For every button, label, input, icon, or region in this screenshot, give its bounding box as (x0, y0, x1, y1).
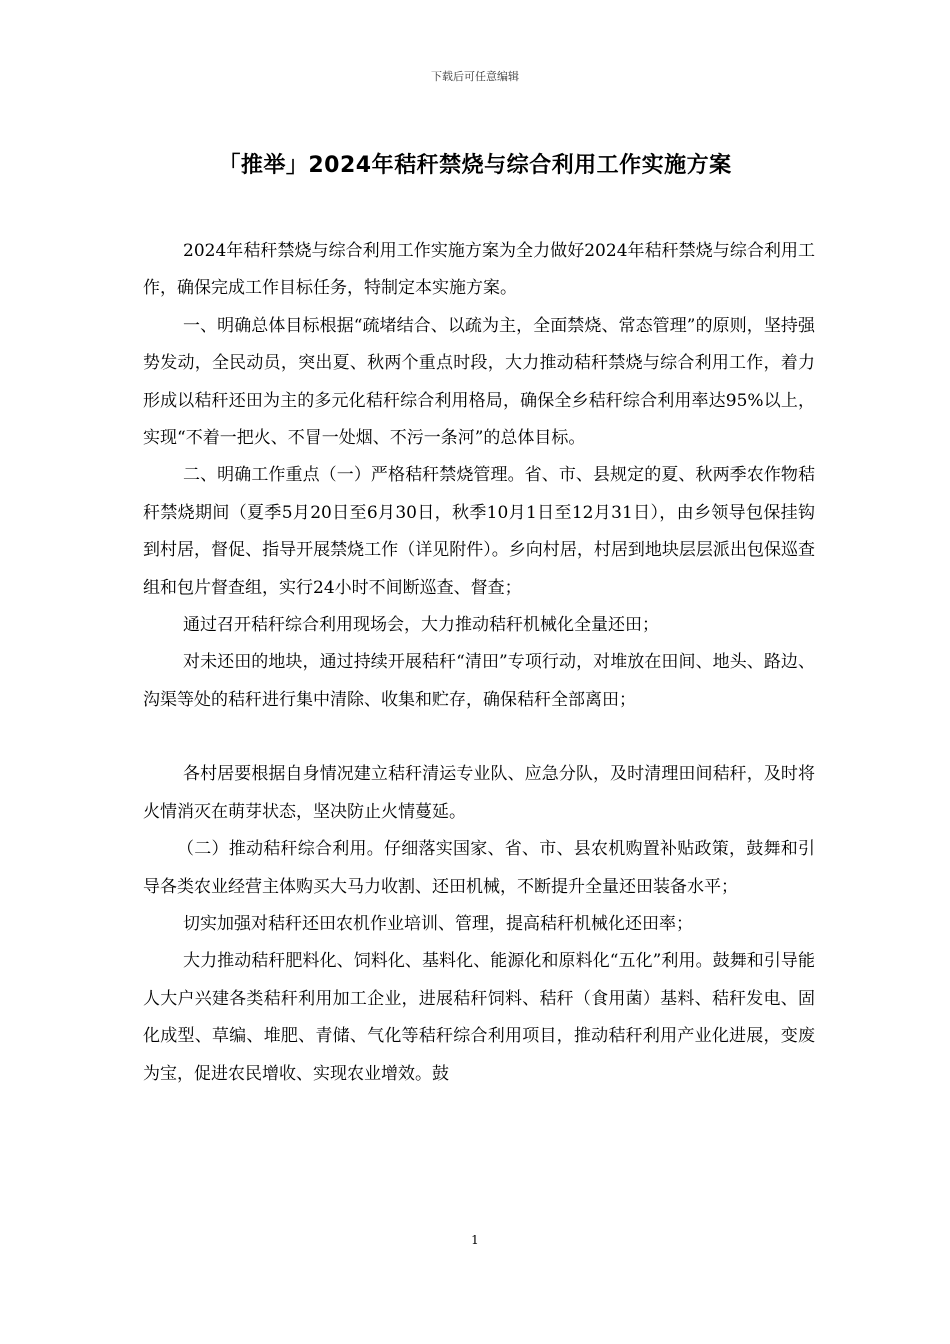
paragraph-response-teams: 各村居要根据自身情况建立秸秆清运专业队、应急分队，及时清理田间秸秆，及时将火情消灭在萌芽状态，坚决防止火情蔓延。 (143, 764, 815, 822)
header-note: 下载后可任意编辑 (431, 70, 519, 83)
paragraph-five-uses: 大力推动秸秆肥料化、饲料化、基料化、能源化和原料化“五化”利用。鼓舞和引导能人大户兴建各类秸秆利用加工企业，进展秸秆饲料、秸秆（食用菌）基料、秸秆发电、固化成型、草编、堆肥、青储、气化等秸秆综合利用项目，推动秸秆利用产业化进展，变废为宝，促进农民增收、实现农业增效。鼓 (143, 951, 815, 1084)
paragraph-overall-goal: 一、明确总体目标根据“疏堵结合、以疏为主，全面禁烧、常态管理”的原则，坚持强势发动，全民动员，突出夏、秋两个重点时段，大力推动秸秆禁烧与综合利用工作，着力形成以秸秆还田为主的多元化秸秆综合利用格局，确保全乡秸秆综合利用率达95%以上，实现“不着一把火、不冒一处烟、不污一条河”的总体目标。 (143, 315, 815, 449)
paragraph-training: 切实加强对秸秆还田农机作业培训、管理，提高秸秆机械化还田率； (183, 913, 693, 934)
page-number: 1 (471, 1233, 479, 1247)
document-body (143, 233, 815, 1093)
paragraph-intro: 2024年秸秆禁烧与综合利用工作实施方案为全力做好2024年秸秆禁烧与综合利用工作，确保完成工作目标任务，特制定本实施方案。 (143, 241, 815, 299)
paragraph-field-meeting: 通过召开秸秆综合利用现场会，大力推动秸秆机械化全量还田； (183, 615, 659, 636)
document-title: 「推举」2024年秸秆禁烧与综合利用工作实施方案 (218, 153, 732, 178)
paragraph-comprehensive-use: （二）推动秸秆综合利用。仔细落实国家、省、市、县农机购置补贴政策，鼓舞和引导各类农业经营主体购买大马力收割、还田机械，不断提升全量还田装备水平； (143, 839, 815, 897)
paragraph-clear-field: 对未还田的地块，通过持续开展秸秆“清田”专项行动，对堆放在田间、地头、路边、沟渠等处的秸秆进行集中清除、收集和贮存，确保秸秆全部离田； (143, 652, 815, 710)
paragraph-work-focus: 二、明确工作重点（一）严格秸秆禁烧管理。省、市、县规定的夏、秋两季农作物秸秆禁烧期间（夏季5月20日至6月30日，秋季10月1日至12月31日），由乡领导包保挂钩到村居，督促、指导开展禁烧工作（详见附件）。乡向村居，村居到地块层层派出包保巡查组和包片督查组，实行24小时不间断巡查、督查； (143, 465, 815, 598)
